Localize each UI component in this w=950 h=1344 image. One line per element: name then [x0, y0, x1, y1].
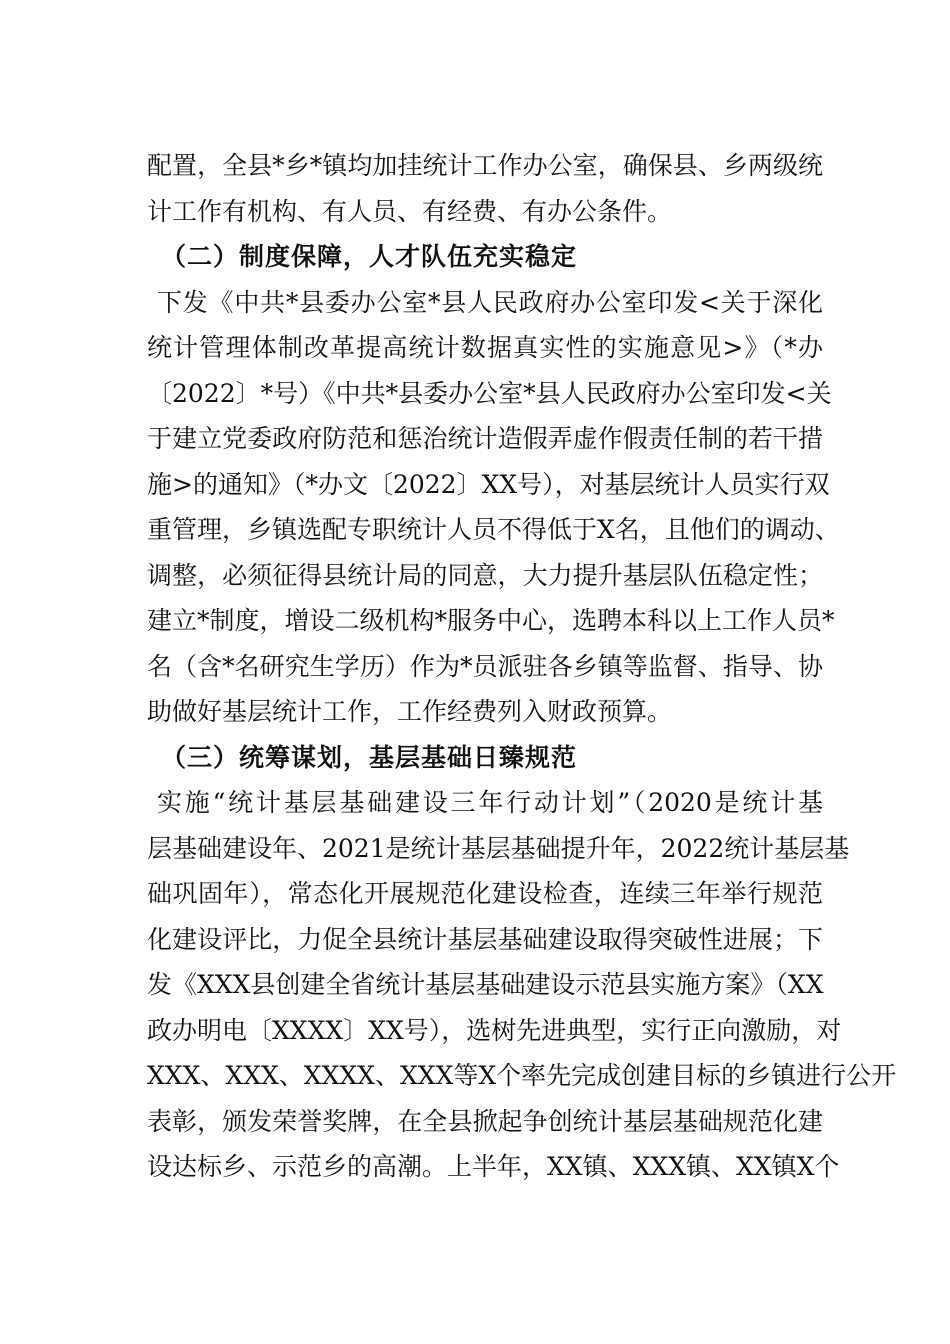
paragraph [147, 780, 897, 1190]
text-line: 于建立党委政府防范和惩治统计造假弄虚作假责任制的若干措 [147, 424, 823, 453]
text-line: 计工作有机构、有人员、有经费、有办公条件。 [147, 196, 673, 226]
text-line: 政办明电〔XXXX〕XX号），选树先进典型，实行正向激励，对 [147, 1015, 842, 1045]
text-line: 建立*制度，增设二级机构*服务中心，选聘本科以上工作人员* [147, 606, 835, 635]
text-line: 〔2022〕*号）《中共*县委办公室*县人民政府办公室印发<关 [147, 378, 832, 408]
document-page [147, 143, 897, 1190]
text-line: 发《XXX县创建全省统计基层基础建设示范县实施方案》（XX [147, 970, 824, 999]
text-line: 助做好基层统计工作，工作经费列入财政预算。 [147, 697, 673, 726]
text-line: 化建设评比，力促全县统计基层基础建设取得突破性进展；下 [147, 924, 823, 954]
text-line: 调整，必须征得县统计局的同意，大力提升基层队伍稳定性； [147, 560, 823, 590]
text-line: 层基础建设年、2021是统计基层基础提升年，2022统计基层基 [147, 833, 850, 863]
text-line: 统计管理体制改革提高统计数据真实性的实施意见>》（*办 [147, 333, 823, 362]
text-line: 重管理，乡镇选配专职统计人员不得低于X名，且他们的调动、 [147, 515, 840, 544]
text-line: 配置，全县*乡*镇均加挂统计工作办公室，确保县、乡两级统 [147, 151, 823, 180]
text-line: 表彰，颁发荣誉奖牌，在全县掀起争创统计基层基础规范化建 [147, 1106, 823, 1136]
text-line: 实施“统计基层基础建设三年行动计划”（2020是统计基 [157, 788, 823, 817]
section-heading [147, 735, 823, 781]
text-line: 施>的通知》（*办文〔2022〕XX号），对基层统计人员实行双 [147, 469, 830, 499]
text-line: XXX、XXX、XXXX、XXX等X个率先完成创建目标的乡镇进行公开 [147, 1061, 897, 1090]
text-line: （三）统筹谋划，基层基础日臻规范 [161, 742, 578, 772]
text-line: （二）制度保障，人才队伍充实稳定 [161, 242, 578, 271]
text-line: 下发《中共*县委办公室*县人民政府办公室印发<关于深化 [157, 287, 823, 317]
paragraph [147, 143, 823, 234]
section-heading [147, 234, 823, 280]
text-line: 设达标乡、示范乡的高潮。上半年，XX镇、XXX镇、XX镇X个 [147, 1152, 840, 1181]
text-line: 名（含*名研究生学历）作为*员派驻各乡镇等监督、指导、协 [147, 651, 823, 681]
text-line: 础巩固年），常态化开展规范化建设检查，连续三年举行规范 [147, 879, 823, 908]
paragraph [147, 280, 840, 735]
